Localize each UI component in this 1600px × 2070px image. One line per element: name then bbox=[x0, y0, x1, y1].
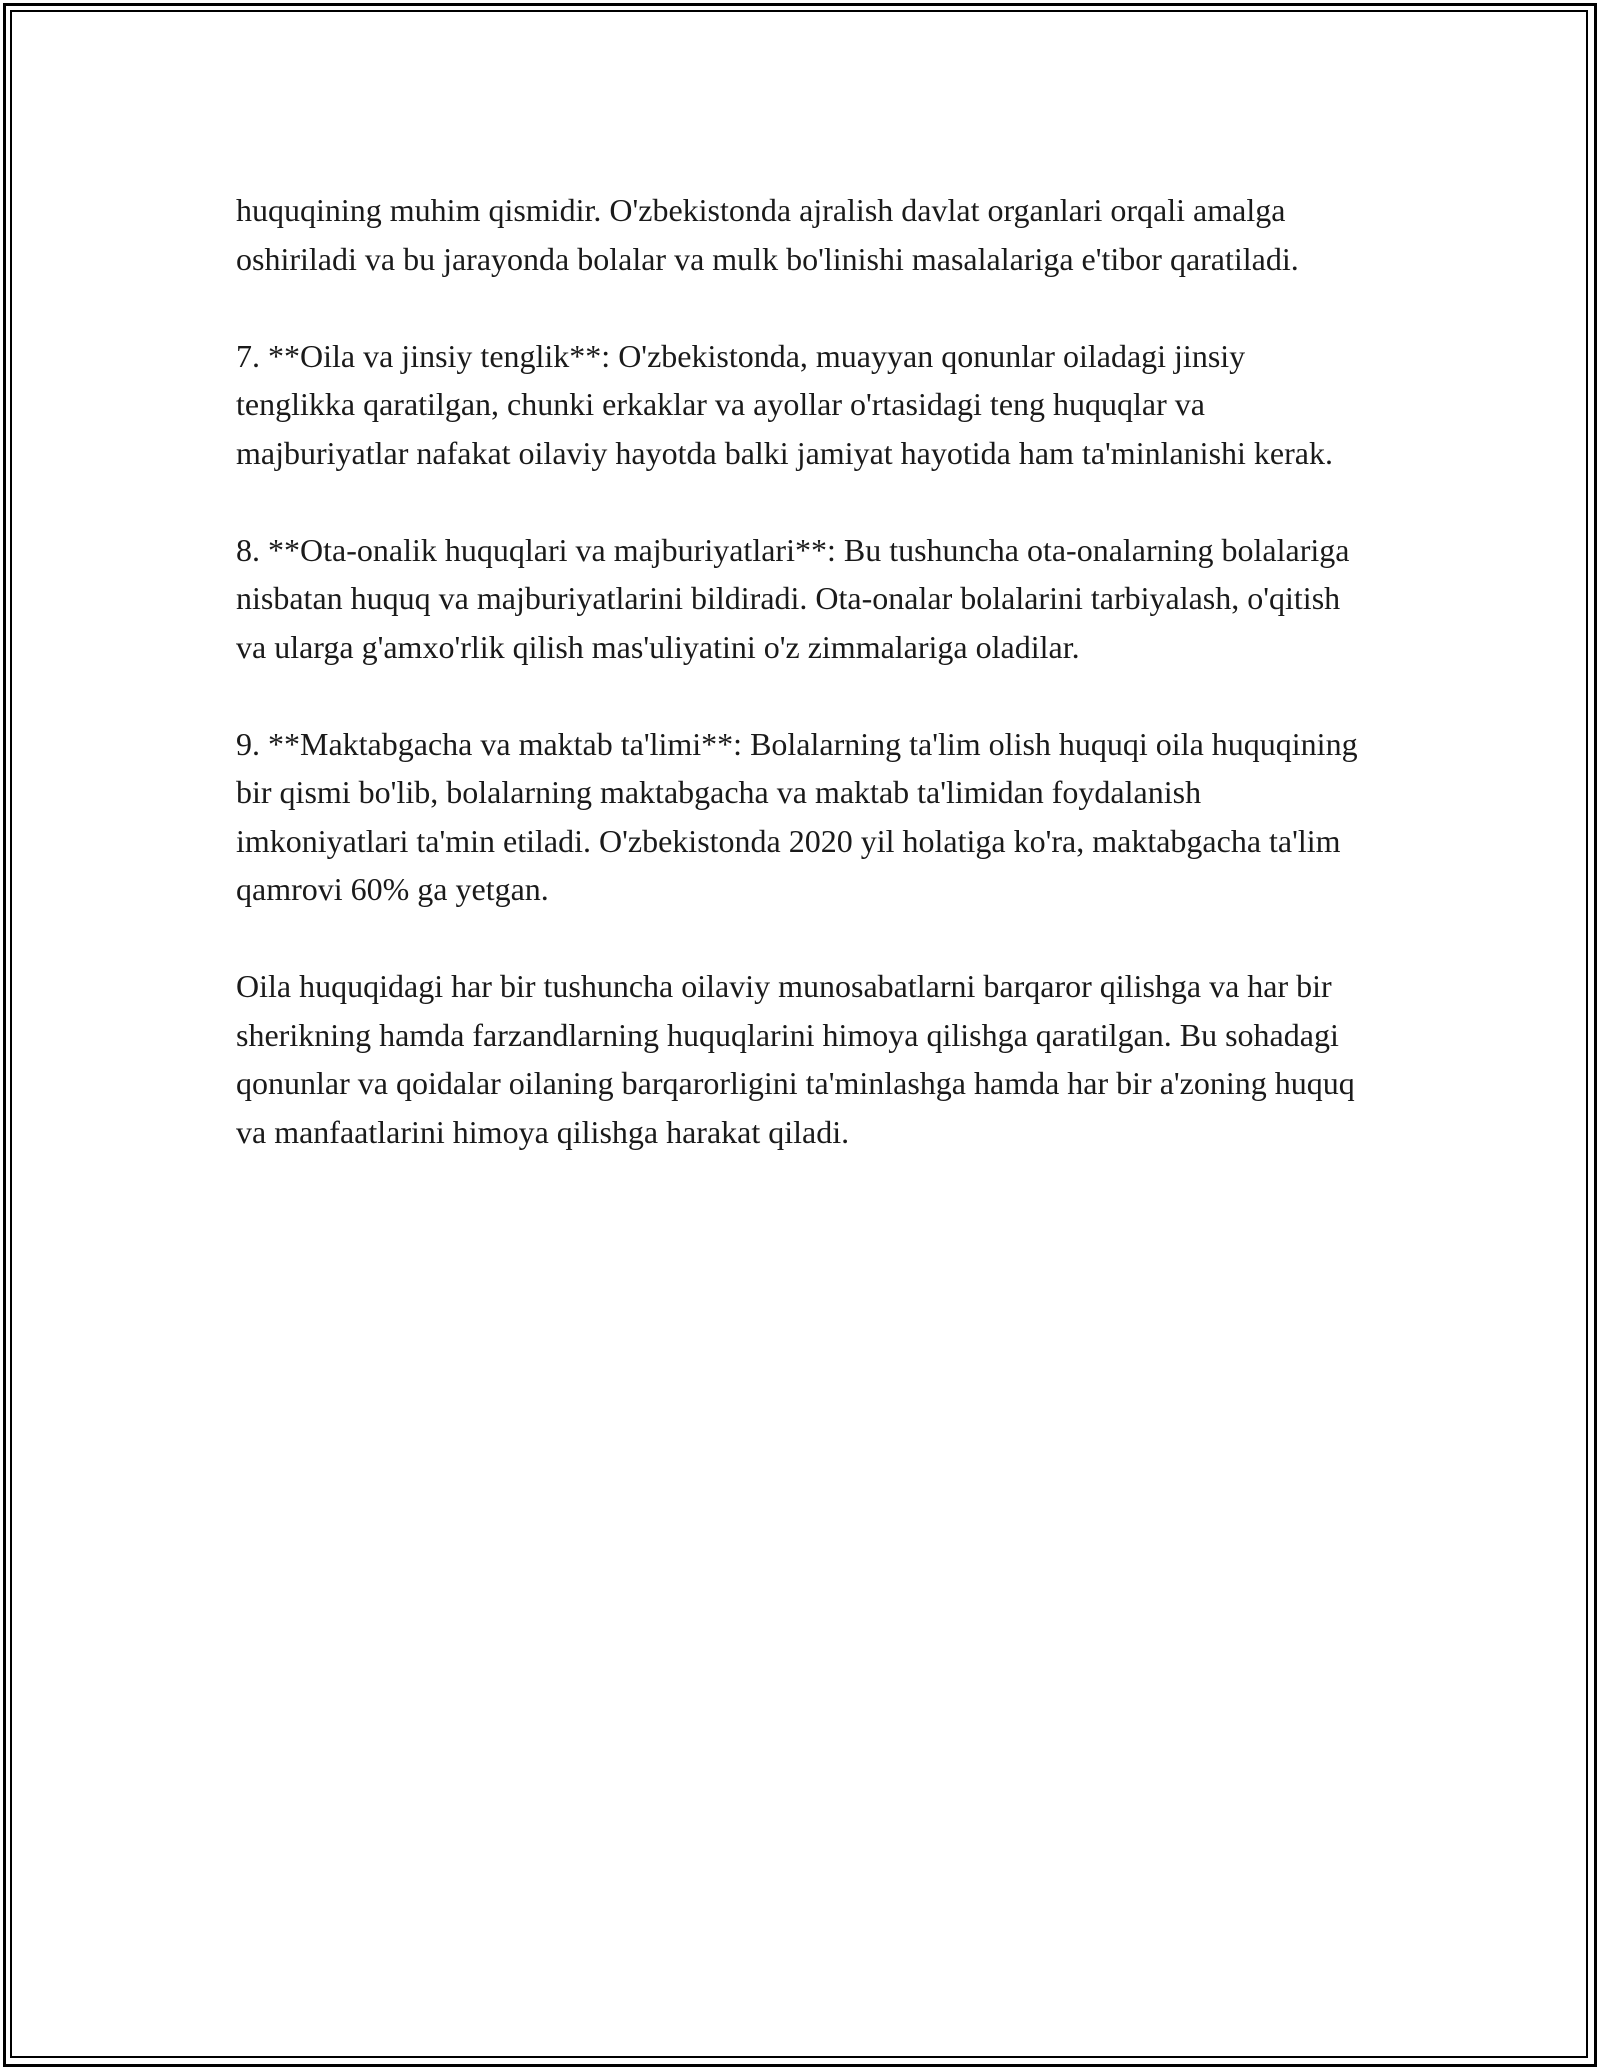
paragraph-parental-rights: 8. **Ota-onalik huquqlari va majburiyatlari**: Bu tushuncha ota-onalarning bolalariga nisbatan huquq va majburiyatlarini bildiradi. Ota-onalar bolalarini tarbiyalash, o'qitish va ularga g'amxo'rlik qilish mas'uliyatini o'z zimmalariga oladilar. bbox=[236, 531, 1350, 665]
paragraph-conclusion: Oila huquqidagi har bir tushuncha oilaviy munosabatlarni barqaror qilishga va har bir sherikning hamda farzandlarning huquqlarini himoya qilishga qaratilgan. Bu sohadagi qonunlar va qoidalar oilaning barqarorligini ta'minlashga hamda har bir a'zoning huquq va manfaatlarini himoya qilishga harakat qiladi. bbox=[236, 968, 1355, 1150]
paragraph-preschool-education: 9. **Maktabgacha va maktab ta'limi**: Bolalarning ta'lim olish huquqi oila huquqining bir qismi bo'lib, bolalarning maktabgacha va maktab ta'limidan foydalanish imkoniyatlari ta'min etiladi. O'zbekistonda 2020 yil holatiga ko'ra, maktabgacha ta'lim qamrovi 60% ga yetgan. bbox=[236, 725, 1358, 907]
document-body bbox=[236, 186, 1366, 1205]
paragraph-divorce-continuation: huquqining muhim qismidir. O'zbekistonda ajralish davlat organlari orqali amalga oshiriladi va bu jarayonda bolalar va mulk bo'linishi masalalariga e'tibor qaratiladi. bbox=[236, 192, 1299, 277]
paragraph-family-gender-equality: 7. **Oila va jinsiy tenglik**: O'zbekistonda, muayyan qonunlar oiladagi jinsiy tenglikka qaratilgan, chunki erkaklar va ayollar o'rtasidagi teng huquqlar va majburiyatlar nafakat oilaviy hayotda balki jamiyat hayotida ham ta'minlanishi kerak. bbox=[236, 337, 1333, 471]
